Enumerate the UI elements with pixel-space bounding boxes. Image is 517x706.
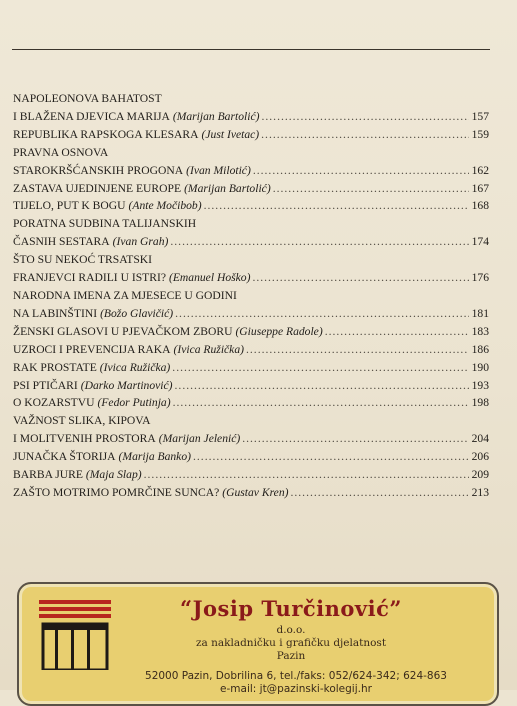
company-email: e-mail: jt@pazinski-kolegij.hr — [220, 683, 372, 695]
toc-title: JUNAČKA ŠTORIJA — [13, 450, 116, 464]
toc-line — [13, 269, 489, 287]
toc-leader-dots — [144, 466, 469, 484]
toc-leader-dots — [261, 126, 469, 144]
toc-page-number: 209 — [471, 468, 489, 482]
toc-line — [13, 323, 489, 341]
toc-line — [13, 341, 489, 359]
toc-page-number: 168 — [471, 199, 489, 213]
toc-line — [13, 394, 489, 412]
toc-leader-dots — [170, 233, 469, 251]
toc-leader-dots — [242, 430, 469, 448]
toc-leader-dots — [325, 323, 469, 341]
toc-title: TIJELO, PUT K BOGU — [13, 199, 126, 213]
toc-page-number: 198 — [471, 396, 489, 410]
toc-title: REPUBLIKA RAPSKOGA KLESARA — [13, 127, 199, 141]
toc-title: UZROCI I PREVENCIJA RAKA — [13, 342, 171, 356]
toc-author: (Ivan Milotić) — [186, 163, 251, 177]
toc-author: (Fedor Putinja) — [97, 396, 171, 410]
toc-page-number: 176 — [471, 271, 489, 285]
toc-author: (Božo Glavičić) — [100, 306, 174, 320]
toc-author: (Marija Banko) — [118, 450, 191, 464]
toc-title: PRAVNA OSNOVA — [13, 145, 109, 159]
toc-page-number: 183 — [471, 324, 489, 338]
toc-author: (Maja Slap) — [85, 468, 142, 482]
toc-line — [13, 466, 489, 484]
toc-page-number: 204 — [471, 432, 489, 446]
toc-title: O KOZARSTVU — [13, 396, 95, 410]
toc-line — [13, 108, 489, 126]
toc-title: FRANJEVCI RADILI U ISTRI? — [13, 271, 166, 285]
toc-entry — [13, 144, 489, 180]
toc-entry — [13, 197, 489, 215]
toc-page-number: 159 — [471, 127, 489, 141]
toc-title: I MOLITVENIH PROSTORA — [13, 432, 156, 446]
toc-line — [13, 430, 489, 448]
toc-entry — [13, 287, 489, 323]
toc-line — [13, 484, 489, 502]
toc-line — [13, 144, 489, 162]
toc-entry — [13, 126, 489, 144]
toc-entry — [13, 341, 489, 359]
toc-line — [13, 233, 489, 251]
toc-title: ZAŠTO MOTRIMO POMRČINE SUNCA? — [13, 485, 220, 499]
toc-entry — [13, 484, 489, 502]
toc-leader-dots — [253, 162, 469, 180]
toc-page-number: 167 — [471, 181, 489, 195]
toc-title: VAŽNOST SLIKA, KIPOVA — [13, 414, 151, 428]
toc-leader-dots — [252, 269, 469, 287]
toc-author: (Ante Močibob) — [128, 199, 202, 213]
toc-line — [13, 197, 489, 215]
toc-title: NAPOLEONOVA BAHATOST — [13, 92, 162, 105]
toc-author: (Gustav Kren) — [222, 485, 289, 499]
publisher-advert — [17, 582, 499, 706]
company-description: za nakladničku i grafičku djelatnost — [195, 637, 387, 649]
toc-title: NA LABINŠTINI — [13, 306, 98, 320]
toc-title: STAROKRŠĆANSKIH PROGONA — [13, 163, 184, 177]
toc-author: (Ivan Grah) — [112, 235, 169, 249]
toc-leader-dots — [175, 377, 469, 395]
toc-author: (Emanuel Hoško) — [168, 271, 251, 285]
toc-leader-dots — [193, 448, 469, 466]
toc-page-number: 193 — [471, 378, 489, 392]
toc-entry — [13, 448, 489, 466]
toc-leader-dots — [172, 359, 469, 377]
toc-title: RAK PROSTATE — [13, 360, 97, 374]
company-type: d.o.o. — [276, 624, 306, 636]
toc-author: (Marijan Bartolić) — [172, 109, 260, 123]
toc-entry — [13, 90, 489, 126]
toc-line — [13, 305, 489, 323]
toc-title: I BLAŽENA DJEVICA MARIJA — [13, 109, 170, 123]
toc-leader-dots — [273, 180, 469, 198]
toc-line — [13, 412, 489, 430]
publisher-logo-icon — [39, 600, 111, 670]
company-city: Pazin — [276, 650, 306, 662]
toc-author: (Ivica Ružička) — [99, 360, 171, 374]
toc-leader-dots — [246, 341, 469, 359]
toc-page-number: 206 — [471, 450, 489, 464]
toc-line — [13, 126, 489, 144]
toc-line — [13, 448, 489, 466]
toc-page-number: 190 — [471, 360, 489, 374]
toc-leader-dots — [173, 394, 469, 412]
toc-entry — [13, 359, 489, 377]
toc-leader-dots — [290, 484, 469, 502]
toc-line — [13, 180, 489, 198]
toc-page-number: 213 — [471, 485, 489, 499]
toc-entry — [13, 377, 489, 395]
toc-page-number: 174 — [471, 235, 489, 249]
toc-title: BARBA JURE — [13, 468, 83, 482]
toc-line — [13, 251, 489, 269]
toc-title: NARODNA IMENA ZA MJESECE U GODINI — [13, 288, 237, 302]
toc-entry — [13, 251, 489, 287]
toc-title: ŽENSKI GLASOVI U PJEVAČKOM ZBORU — [13, 324, 233, 338]
toc-page-number: 157 — [471, 109, 489, 123]
toc-title: ZASTAVA UJEDINJENE EUROPE — [13, 181, 182, 195]
company-address: 52000 Pazin, Dobrilina 6, tel./faks: 052/624-342; 624-863 — [145, 670, 447, 682]
toc-title: ČASNIH SESTARA — [13, 235, 110, 249]
toc-title: ŠTO SU NEKOĆ TRSATSKI — [13, 253, 153, 267]
toc-title: PSI PTIČARI — [13, 378, 78, 392]
toc-entry — [13, 215, 489, 251]
toc-entry — [13, 323, 489, 341]
publisher-name: “Josip Turčinović” — [180, 596, 402, 621]
toc-leader-dots — [175, 305, 469, 323]
toc-leader-dots — [204, 197, 469, 215]
top-divider — [12, 49, 490, 50]
toc-title: PORATNA SUDBINA TALIJANSKIH — [13, 217, 197, 231]
toc-author: (Marijan Bartolić) — [184, 181, 271, 195]
toc-page-number: 186 — [471, 342, 489, 356]
toc-entry — [13, 466, 489, 484]
toc-line — [13, 90, 489, 108]
toc-author: (Ivica Ružička) — [173, 342, 244, 356]
toc-page-number: 181 — [471, 306, 489, 320]
toc-page-number: 162 — [471, 163, 489, 177]
toc-entry — [13, 412, 489, 448]
toc-author: (Giuseppe Radole) — [235, 324, 323, 338]
toc-line — [13, 162, 489, 180]
toc-author: (Just Ivetac) — [201, 127, 260, 141]
toc-line — [13, 287, 489, 305]
toc-line — [13, 215, 489, 233]
toc-author: (Darko Martinović) — [80, 378, 173, 392]
toc-entry — [13, 180, 489, 198]
toc-author: (Marijan Jelenić) — [158, 432, 241, 446]
toc-line — [13, 359, 489, 377]
toc-entry — [13, 394, 489, 412]
toc-leader-dots — [261, 108, 469, 126]
table-of-contents — [13, 90, 489, 502]
toc-line — [13, 377, 489, 395]
